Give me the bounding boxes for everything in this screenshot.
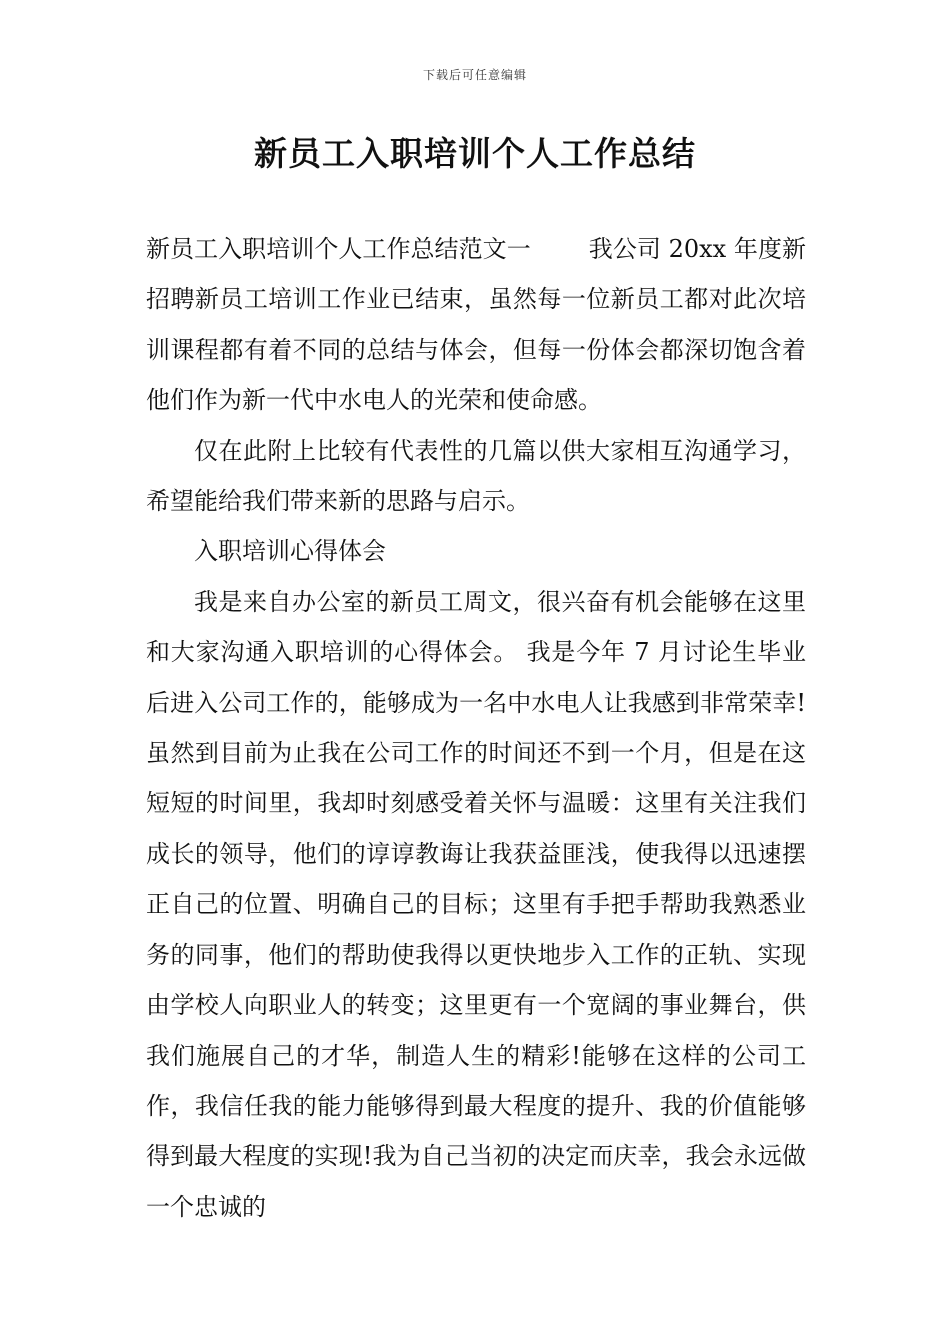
- intro-paragraph: [146, 224, 806, 426]
- section-heading: 入职培训心得体会: [194, 537, 386, 566]
- paragraph-2: 我是来自办公室的新员工周文，很兴奋有机会能够在这里和大家沟通入职培训的心得体会。 我是今年 7 月讨论生毕业后进入公司工作的，能够成为一名中水电人让我感到非常荣幸!虽然到目前为止我在公司工作的时间还不到一个月，但是在这短短的时间里，我却时刻感受着关怀与温暖：这里有关注我们成长的领导，他们的谆谆教诲让我获益匪浅，使我得以迅速摆正自己的位置、明确自己的目标；这里有手把手帮助我熟悉业务的同事，他们的帮助使我得以更快地步入工作的正轨、实现由学校人向职业人的转变；这里更有一个宽阔的事业舞台，供我们施展自己的才华，制造人生的精彩!能够在这样的公司工作，我信任我的能力能够得到最大程度的提升、我的价值能够得到最大程度的实现!我为自己当初的决定而庆幸，我会永远做一个忠诚的: [146, 587, 806, 1221]
- document-body: [146, 224, 806, 1232]
- document-title: 新员工入职培训个人工作总结: [254, 134, 696, 173]
- header-note: 下载后可任意编辑: [422, 68, 527, 82]
- intro-text: 我公司 20xx 年度新招聘新员工培训工作业已结束，虽然每一位新员工都对此次培训课程都有着不同的总结与体会，但每一份体会都深切饱含着他们作为新一代中水电人的光荣和使命感。: [146, 235, 806, 415]
- paragraph-1: 仅在此附上比较有代表性的几篇以供大家相互沟通学习，希望能给我们带来新的思路与启示。: [146, 436, 806, 516]
- intro-lead: 新员工入职培训个人工作总结范文一: [146, 235, 531, 263]
